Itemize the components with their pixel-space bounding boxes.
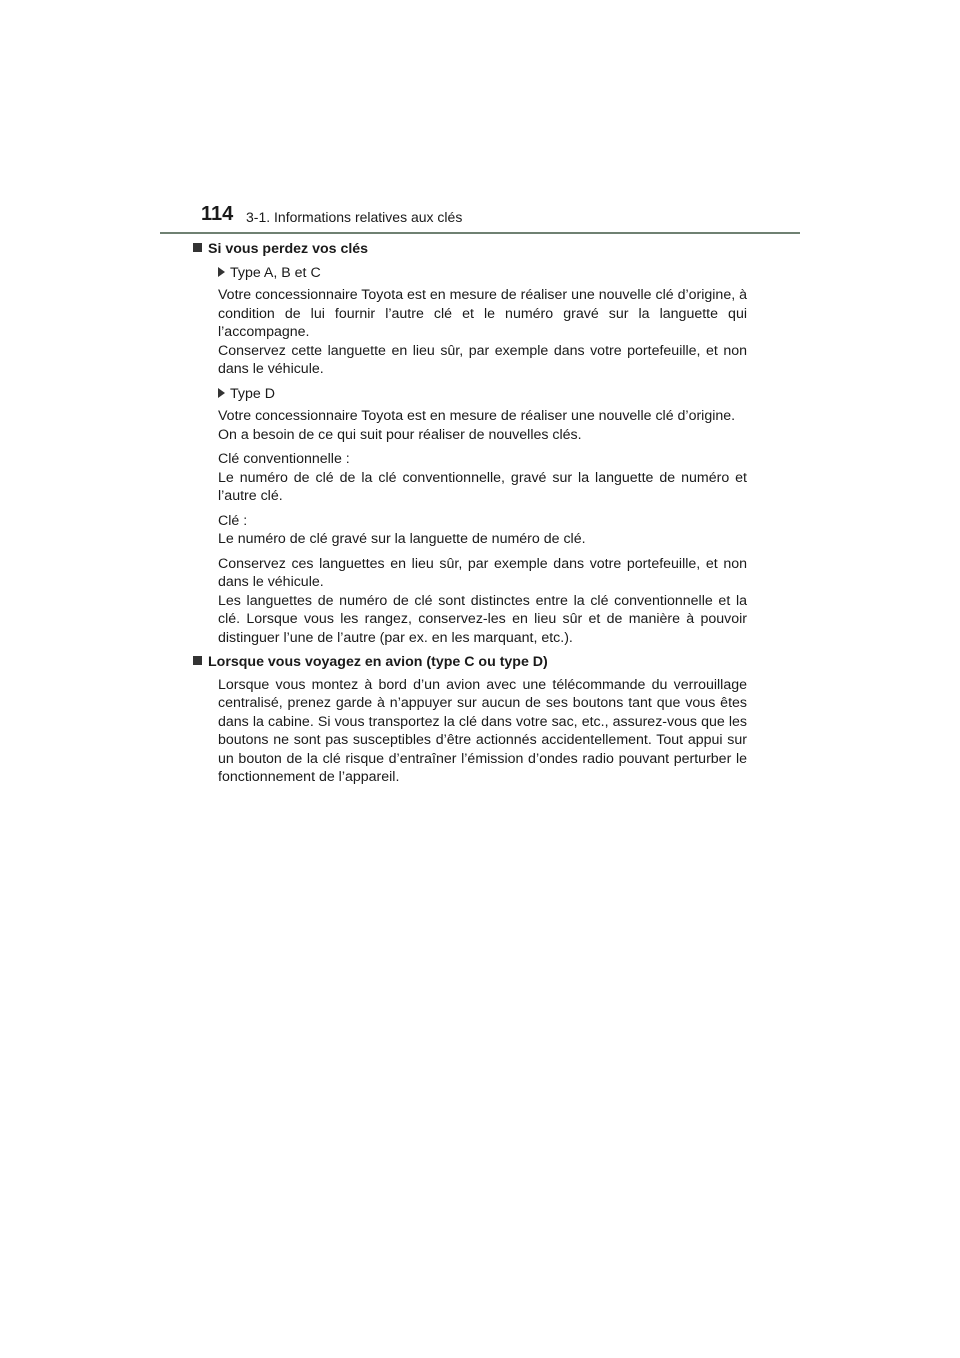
paragraph-line: Votre concessionnaire Toyota est en mesure de réaliser une nouvelle clé d’origine. [218,408,736,424]
page-number: 114 [201,203,234,225]
paragraph-label: Clé : [218,512,248,529]
paragraph-key [218,512,747,549]
paragraph-line: Conservez cette languette en lieu sûr, par exemple dans votre portefeuille, et non dans le véhicule. [218,342,747,377]
subheading-text: Type D [230,385,275,402]
paragraph-keep-tags [218,555,747,648]
section-heading-text: Si vous perdez vos clés [208,241,369,257]
paragraph-line: Le numéro de clé de la clé conventionnelle, gravé sur la languette de numéro et l’autre clé. [218,469,747,504]
paragraph-type-d [218,407,747,444]
square-bullet-icon [193,656,202,665]
paragraph-line: Conservez ces languettes en lieu sûr, par exemple dans votre portefeuille, et non dans le véhicule. [218,555,747,590]
header-divider [160,232,800,234]
paragraph-airplane [218,676,747,787]
triangle-bullet-icon [218,267,225,277]
section-heading-lost-keys [193,240,747,259]
triangle-bullet-icon [218,388,225,398]
section-heading-airplane [193,653,747,672]
paragraph-line: Lorsque vous montez à bord d’un avion avec une télécommande du verrouillage centralisé, prenez garde à n’appuyer sur aucun de ses boutons tant que vous êtes dans la cabine. Si vous transportez la clé dans votre sac, etc., assurez-vous que les boutons ne sont pas susceptibles d’être actionnés accidentellement. Tout appui sur un bouton de la clé risque d’entraîner l’émission d’ondes radio pouvant perturber le fonctionnement de l’appareil. [218,676,747,785]
paragraph-type-abc [218,286,747,379]
paragraph-line: Le numéro de clé gravé sur la languette de numéro de clé. [218,531,586,547]
paragraph-line: Votre concessionnaire Toyota est en mesure de réaliser une nouvelle clé d’origine, à condition de lui fournir l’autre clé et le numéro gravé sur la languette qui l’accompagne. [218,287,747,340]
subheading-type-d [218,385,747,404]
paragraph-line: Les languettes de numéro de clé sont distinctes entre la clé conventionnelle et la clé. Lorsque vous les rangez, conservez-les en lieu sûr et de manière à pouvoir distinguer l’une de l’autre (par ex. en les marquant, etc.). [218,592,747,646]
subheading-type-abc [218,264,747,283]
section-heading-text: Lorsque vous voyagez en avion (type C ou type D) [208,654,548,670]
page-content [193,236,747,793]
square-bullet-icon [193,243,202,252]
paragraph-label: Clé conventionnelle : [218,451,350,467]
subheading-text: Type A, B et C [230,264,321,281]
chapter-title: 3-1. Informations relatives aux clés [246,209,463,225]
paragraph-conventional-key [218,450,747,506]
paragraph-line: On a besoin de ce qui suit pour réaliser de nouvelles clés. [218,426,582,443]
